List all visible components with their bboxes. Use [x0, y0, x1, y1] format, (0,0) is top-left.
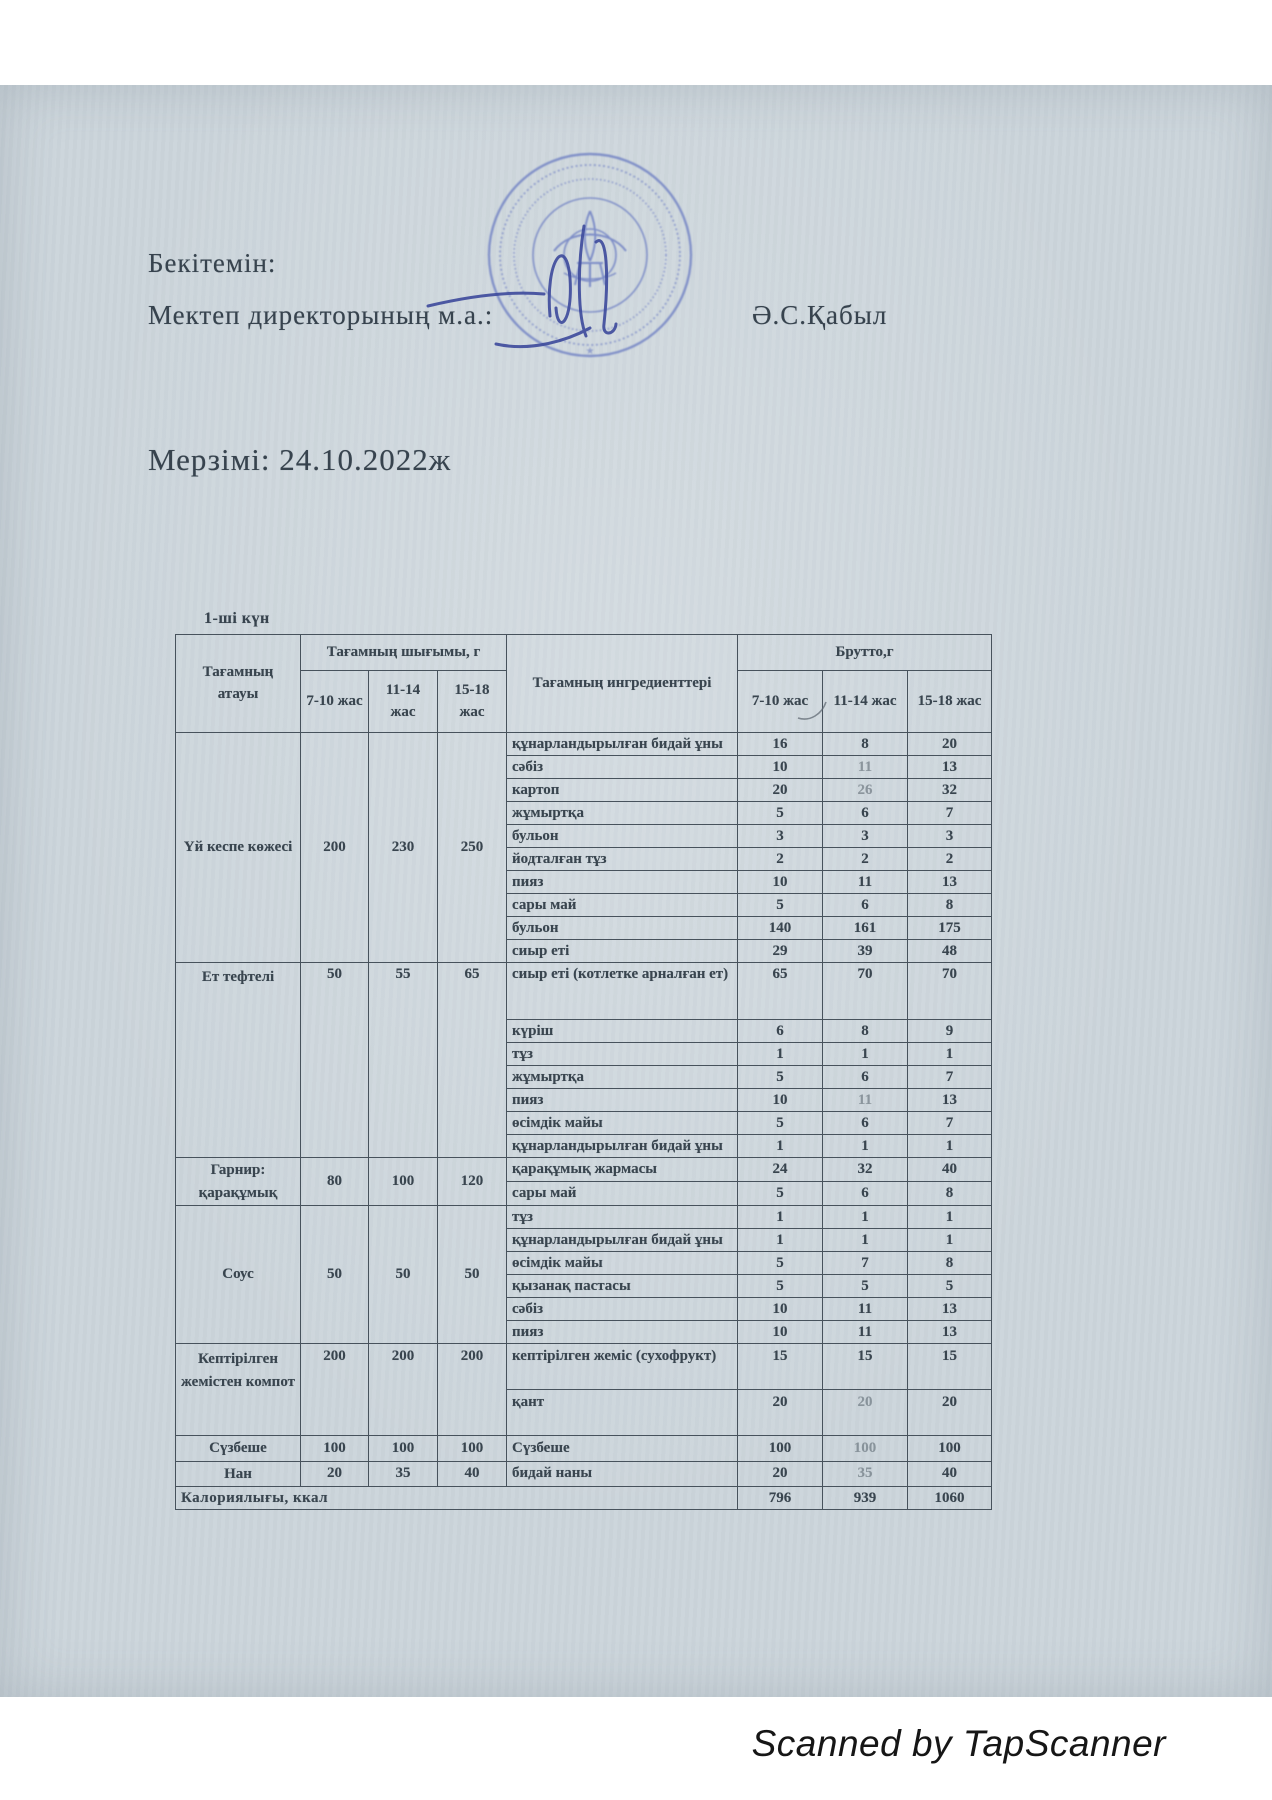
- ingredient-cell: сары май: [507, 894, 738, 917]
- ingredient-cell: өсімдік майы: [507, 1112, 738, 1135]
- brutto-cell-age0: 16: [738, 733, 823, 756]
- brutto-cell-age0: 5: [738, 1182, 823, 1206]
- director-line: Мектеп директорының м.а.:: [148, 300, 494, 330]
- portion-cell-age1: 50: [369, 1206, 438, 1344]
- ingredient-cell: қызанақ пастасы: [507, 1275, 738, 1298]
- ingredient-cell: бульон: [507, 825, 738, 848]
- brutto-cell-age2: 7: [908, 1112, 992, 1135]
- brutto-cell-age0: 100: [738, 1436, 823, 1462]
- totals-label: Калориялығы, ккал: [176, 1487, 738, 1510]
- ingredient-cell: бульон: [507, 917, 738, 940]
- portion-cell-age0: 50: [301, 963, 369, 1158]
- portion-cell-age1: 200: [369, 1344, 438, 1436]
- ingredient-cell: құнарландырылған бидай ұны: [507, 1229, 738, 1252]
- pen-mark: [792, 688, 852, 728]
- ingredient-cell: картоп: [507, 779, 738, 802]
- brutto-cell-age0: 10: [738, 756, 823, 779]
- brutto-cell-age1: 6: [823, 894, 908, 917]
- table-row: [176, 963, 992, 1020]
- portion-cell-age0: 80: [301, 1158, 369, 1206]
- brutto-cell-age0: 5: [738, 1275, 823, 1298]
- header-age-7-10: 7-10 жас: [301, 671, 369, 733]
- brutto-cell-age2: 13: [908, 1089, 992, 1112]
- brutto-cell-age1: 6: [823, 1066, 908, 1089]
- scanner-watermark: Scanned by TapScanner: [751, 1723, 1166, 1764]
- brutto-cell-age2: 1: [908, 1135, 992, 1158]
- portion-cell-age1: 55: [369, 963, 438, 1158]
- brutto-cell-age2: 20: [908, 1390, 992, 1436]
- brutto-cell-age1: 11: [823, 1089, 908, 1112]
- brutto-cell-age0: 1: [738, 1135, 823, 1158]
- brutto-cell-age0: 5: [738, 1066, 823, 1089]
- brutto-cell-age2: 15: [908, 1344, 992, 1390]
- brutto-cell-age0: 5: [738, 1112, 823, 1135]
- total-age2: 1060: [908, 1487, 992, 1510]
- ingredient-cell: қарақұмық жармасы: [507, 1158, 738, 1182]
- brutto-cell-age1: 8: [823, 1020, 908, 1043]
- ingredient-cell: сәбіз: [507, 1298, 738, 1321]
- ingredient-cell: сары май: [507, 1182, 738, 1206]
- ingredient-cell: жұмыртқа: [507, 802, 738, 825]
- portion-cell-age2: 50: [438, 1206, 507, 1344]
- brutto-cell-age0: 10: [738, 871, 823, 894]
- brutto-cell-age0: 5: [738, 802, 823, 825]
- brutto-cell-age0: 65: [738, 963, 823, 1020]
- brutto-cell-age2: 3: [908, 825, 992, 848]
- brutto-cell-age0: 20: [738, 779, 823, 802]
- brutto-cell-age1: 26: [823, 779, 908, 802]
- brutto-cell-age1: 11: [823, 1298, 908, 1321]
- brutto-cell-age1: 32: [823, 1158, 908, 1182]
- dish-cell: Кептірілген жемістен компот: [176, 1344, 301, 1436]
- brutto-cell-age0: 20: [738, 1390, 823, 1436]
- brutto-cell-age0: 1: [738, 1043, 823, 1066]
- table-row: [176, 1158, 992, 1182]
- brutto-cell-age0: 10: [738, 1298, 823, 1321]
- header-brutto-11-14: 11-14 жас: [823, 671, 908, 733]
- brutto-cell-age2: 100: [908, 1436, 992, 1462]
- brutto-cell-age1: 1: [823, 1229, 908, 1252]
- brutto-cell-age0: 1: [738, 1206, 823, 1229]
- menu-table: [175, 634, 992, 1510]
- ingredient-cell: құнарландырылған бидай ұны: [507, 1135, 738, 1158]
- ingredient-cell: сиыр еті: [507, 940, 738, 963]
- menu-table-body: [176, 733, 992, 1510]
- ingredient-cell: сиыр еті (котлетке арналған ет): [507, 963, 738, 1020]
- brutto-cell-age1: 6: [823, 1182, 908, 1206]
- header-output-group: Тағамның шығымы, г: [301, 635, 507, 671]
- brutto-cell-age1: 2: [823, 848, 908, 871]
- brutto-cell-age2: 13: [908, 871, 992, 894]
- header-ingredients: Тағамның ингредиенттері: [507, 635, 738, 733]
- total-age1: 939: [823, 1487, 908, 1510]
- brutto-cell-age2: 8: [908, 1252, 992, 1275]
- header-dish: Тағамның атауы: [176, 635, 301, 733]
- official-stamp: [400, 138, 740, 378]
- table-row: [176, 1461, 992, 1487]
- header-age-11-14: 11-14 жас: [369, 671, 438, 733]
- dish-cell: Соус: [176, 1206, 301, 1344]
- director-name: Ә.С.Қабыл: [752, 300, 888, 330]
- dish-cell: Ет тефтелі: [176, 963, 301, 1158]
- brutto-cell-age0: 24: [738, 1158, 823, 1182]
- brutto-cell-age1: 1: [823, 1206, 908, 1229]
- brutto-cell-age1: 15: [823, 1344, 908, 1390]
- brutto-cell-age2: 48: [908, 940, 992, 963]
- brutto-cell-age2: 13: [908, 1298, 992, 1321]
- brutto-cell-age0: 2: [738, 848, 823, 871]
- brutto-cell-age1: 11: [823, 871, 908, 894]
- ingredient-cell: өсімдік майы: [507, 1252, 738, 1275]
- brutto-cell-age2: 2: [908, 848, 992, 871]
- brutto-cell-age2: 32: [908, 779, 992, 802]
- header-brutto-group: Брутто,г: [738, 635, 992, 671]
- portion-cell-age2: 65: [438, 963, 507, 1158]
- ingredient-cell: сәбіз: [507, 756, 738, 779]
- brutto-cell-age2: 1: [908, 1043, 992, 1066]
- brutto-cell-age1: 39: [823, 940, 908, 963]
- brutto-cell-age0: 3: [738, 825, 823, 848]
- ingredient-cell: пияз: [507, 1321, 738, 1344]
- dish-cell: Гарнир: қарақұмық: [176, 1158, 301, 1206]
- brutto-cell-age2: 1: [908, 1206, 992, 1229]
- brutto-cell-age1: 6: [823, 802, 908, 825]
- portion-cell-age2: 200: [438, 1344, 507, 1436]
- brutto-cell-age2: 70: [908, 963, 992, 1020]
- brutto-cell-age2: 9: [908, 1020, 992, 1043]
- ingredient-cell: пияз: [507, 1089, 738, 1112]
- portion-cell-age0: 200: [301, 1344, 369, 1436]
- dish-cell: Сүзбеше: [176, 1436, 301, 1462]
- portion-cell-age1: 100: [369, 1436, 438, 1462]
- header-brutto-7-10: 7-10 жас: [738, 671, 823, 733]
- brutto-cell-age1: 161: [823, 917, 908, 940]
- brutto-cell-age1: 11: [823, 756, 908, 779]
- brutto-cell-age1: 20: [823, 1390, 908, 1436]
- portion-cell-age2: 120: [438, 1158, 507, 1206]
- brutto-cell-age2: 8: [908, 894, 992, 917]
- brutto-cell-age1: 7: [823, 1252, 908, 1275]
- brutto-cell-age2: 7: [908, 1066, 992, 1089]
- portion-cell-age2: 40: [438, 1461, 507, 1487]
- portion-cell-age2: 100: [438, 1436, 507, 1462]
- ingredient-cell: бидай наны: [507, 1461, 738, 1487]
- brutto-cell-age1: 3: [823, 825, 908, 848]
- total-age0: 796: [738, 1487, 823, 1510]
- table-row: [176, 1436, 992, 1462]
- header-age-15-18: 15-18 жас: [438, 671, 507, 733]
- ingredient-cell: пияз: [507, 871, 738, 894]
- brutto-cell-age2: 8: [908, 1182, 992, 1206]
- ingredient-cell: тұз: [507, 1043, 738, 1066]
- dish-cell: Үй кеспе көжесі: [176, 733, 301, 963]
- ingredient-cell: тұз: [507, 1206, 738, 1229]
- ingredient-cell: құнарландырылған бидай ұны: [507, 733, 738, 756]
- brutto-cell-age2: 1: [908, 1229, 992, 1252]
- brutto-cell-age0: 10: [738, 1089, 823, 1112]
- brutto-cell-age2: 20: [908, 733, 992, 756]
- brutto-cell-age0: 15: [738, 1344, 823, 1390]
- brutto-cell-age0: 20: [738, 1461, 823, 1487]
- ingredient-cell: қант: [507, 1390, 738, 1436]
- date-line: Мерзімі: 24.10.2022ж: [148, 442, 452, 477]
- table-row: [176, 1344, 992, 1390]
- portion-cell-age0: 100: [301, 1436, 369, 1462]
- brutto-cell-age0: 10: [738, 1321, 823, 1344]
- brutto-cell-age2: 13: [908, 1321, 992, 1344]
- brutto-cell-age2: 7: [908, 802, 992, 825]
- brutto-cell-age2: 13: [908, 756, 992, 779]
- approve-label: Бекітемін:: [148, 248, 277, 278]
- menu-table-header: [176, 635, 992, 733]
- portion-cell-age1: 35: [369, 1461, 438, 1487]
- brutto-cell-age2: 5: [908, 1275, 992, 1298]
- brutto-cell-age1: 100: [823, 1436, 908, 1462]
- header-brutto-15-18: 15-18 жас: [908, 671, 992, 733]
- brutto-cell-age2: 40: [908, 1461, 992, 1487]
- brutto-cell-age0: 140: [738, 917, 823, 940]
- brutto-cell-age1: 11: [823, 1321, 908, 1344]
- brutto-cell-age2: 175: [908, 917, 992, 940]
- dish-cell: Нан: [176, 1461, 301, 1487]
- brutto-cell-age1: 8: [823, 733, 908, 756]
- brutto-cell-age1: 35: [823, 1461, 908, 1487]
- brutto-cell-age0: 1: [738, 1229, 823, 1252]
- portion-cell-age0: 20: [301, 1461, 369, 1487]
- portion-cell-age0: 50: [301, 1206, 369, 1344]
- ingredient-cell: йодталған тұз: [507, 848, 738, 871]
- stamp-emblem: [554, 211, 626, 287]
- portion-cell-age0: 200: [301, 733, 369, 963]
- brutto-cell-age1: 5: [823, 1275, 908, 1298]
- brutto-cell-age0: 6: [738, 1020, 823, 1043]
- brutto-cell-age0: 5: [738, 894, 823, 917]
- brutto-cell-age0: 29: [738, 940, 823, 963]
- totals-row: [176, 1487, 992, 1510]
- brutto-cell-age2: 40: [908, 1158, 992, 1182]
- brutto-cell-age1: 1: [823, 1043, 908, 1066]
- brutto-cell-age0: 5: [738, 1252, 823, 1275]
- table-row: [176, 733, 992, 756]
- brutto-cell-age1: 70: [823, 963, 908, 1020]
- brutto-cell-age1: 1: [823, 1135, 908, 1158]
- table-row: [176, 1206, 992, 1229]
- svg-text:★: ★: [585, 346, 595, 357]
- brutto-cell-age1: 6: [823, 1112, 908, 1135]
- ingredient-cell: кептірілген жеміс (сухофрукт): [507, 1344, 738, 1390]
- portion-cell-age1: 100: [369, 1158, 438, 1206]
- portion-cell-age2: 250: [438, 733, 507, 963]
- ingredient-cell: Сүзбеше: [507, 1436, 738, 1462]
- portion-cell-age1: 230: [369, 733, 438, 963]
- ingredient-cell: күріш: [507, 1020, 738, 1043]
- ingredient-cell: жұмыртқа: [507, 1066, 738, 1089]
- day-label: 1-ші күн: [204, 610, 270, 627]
